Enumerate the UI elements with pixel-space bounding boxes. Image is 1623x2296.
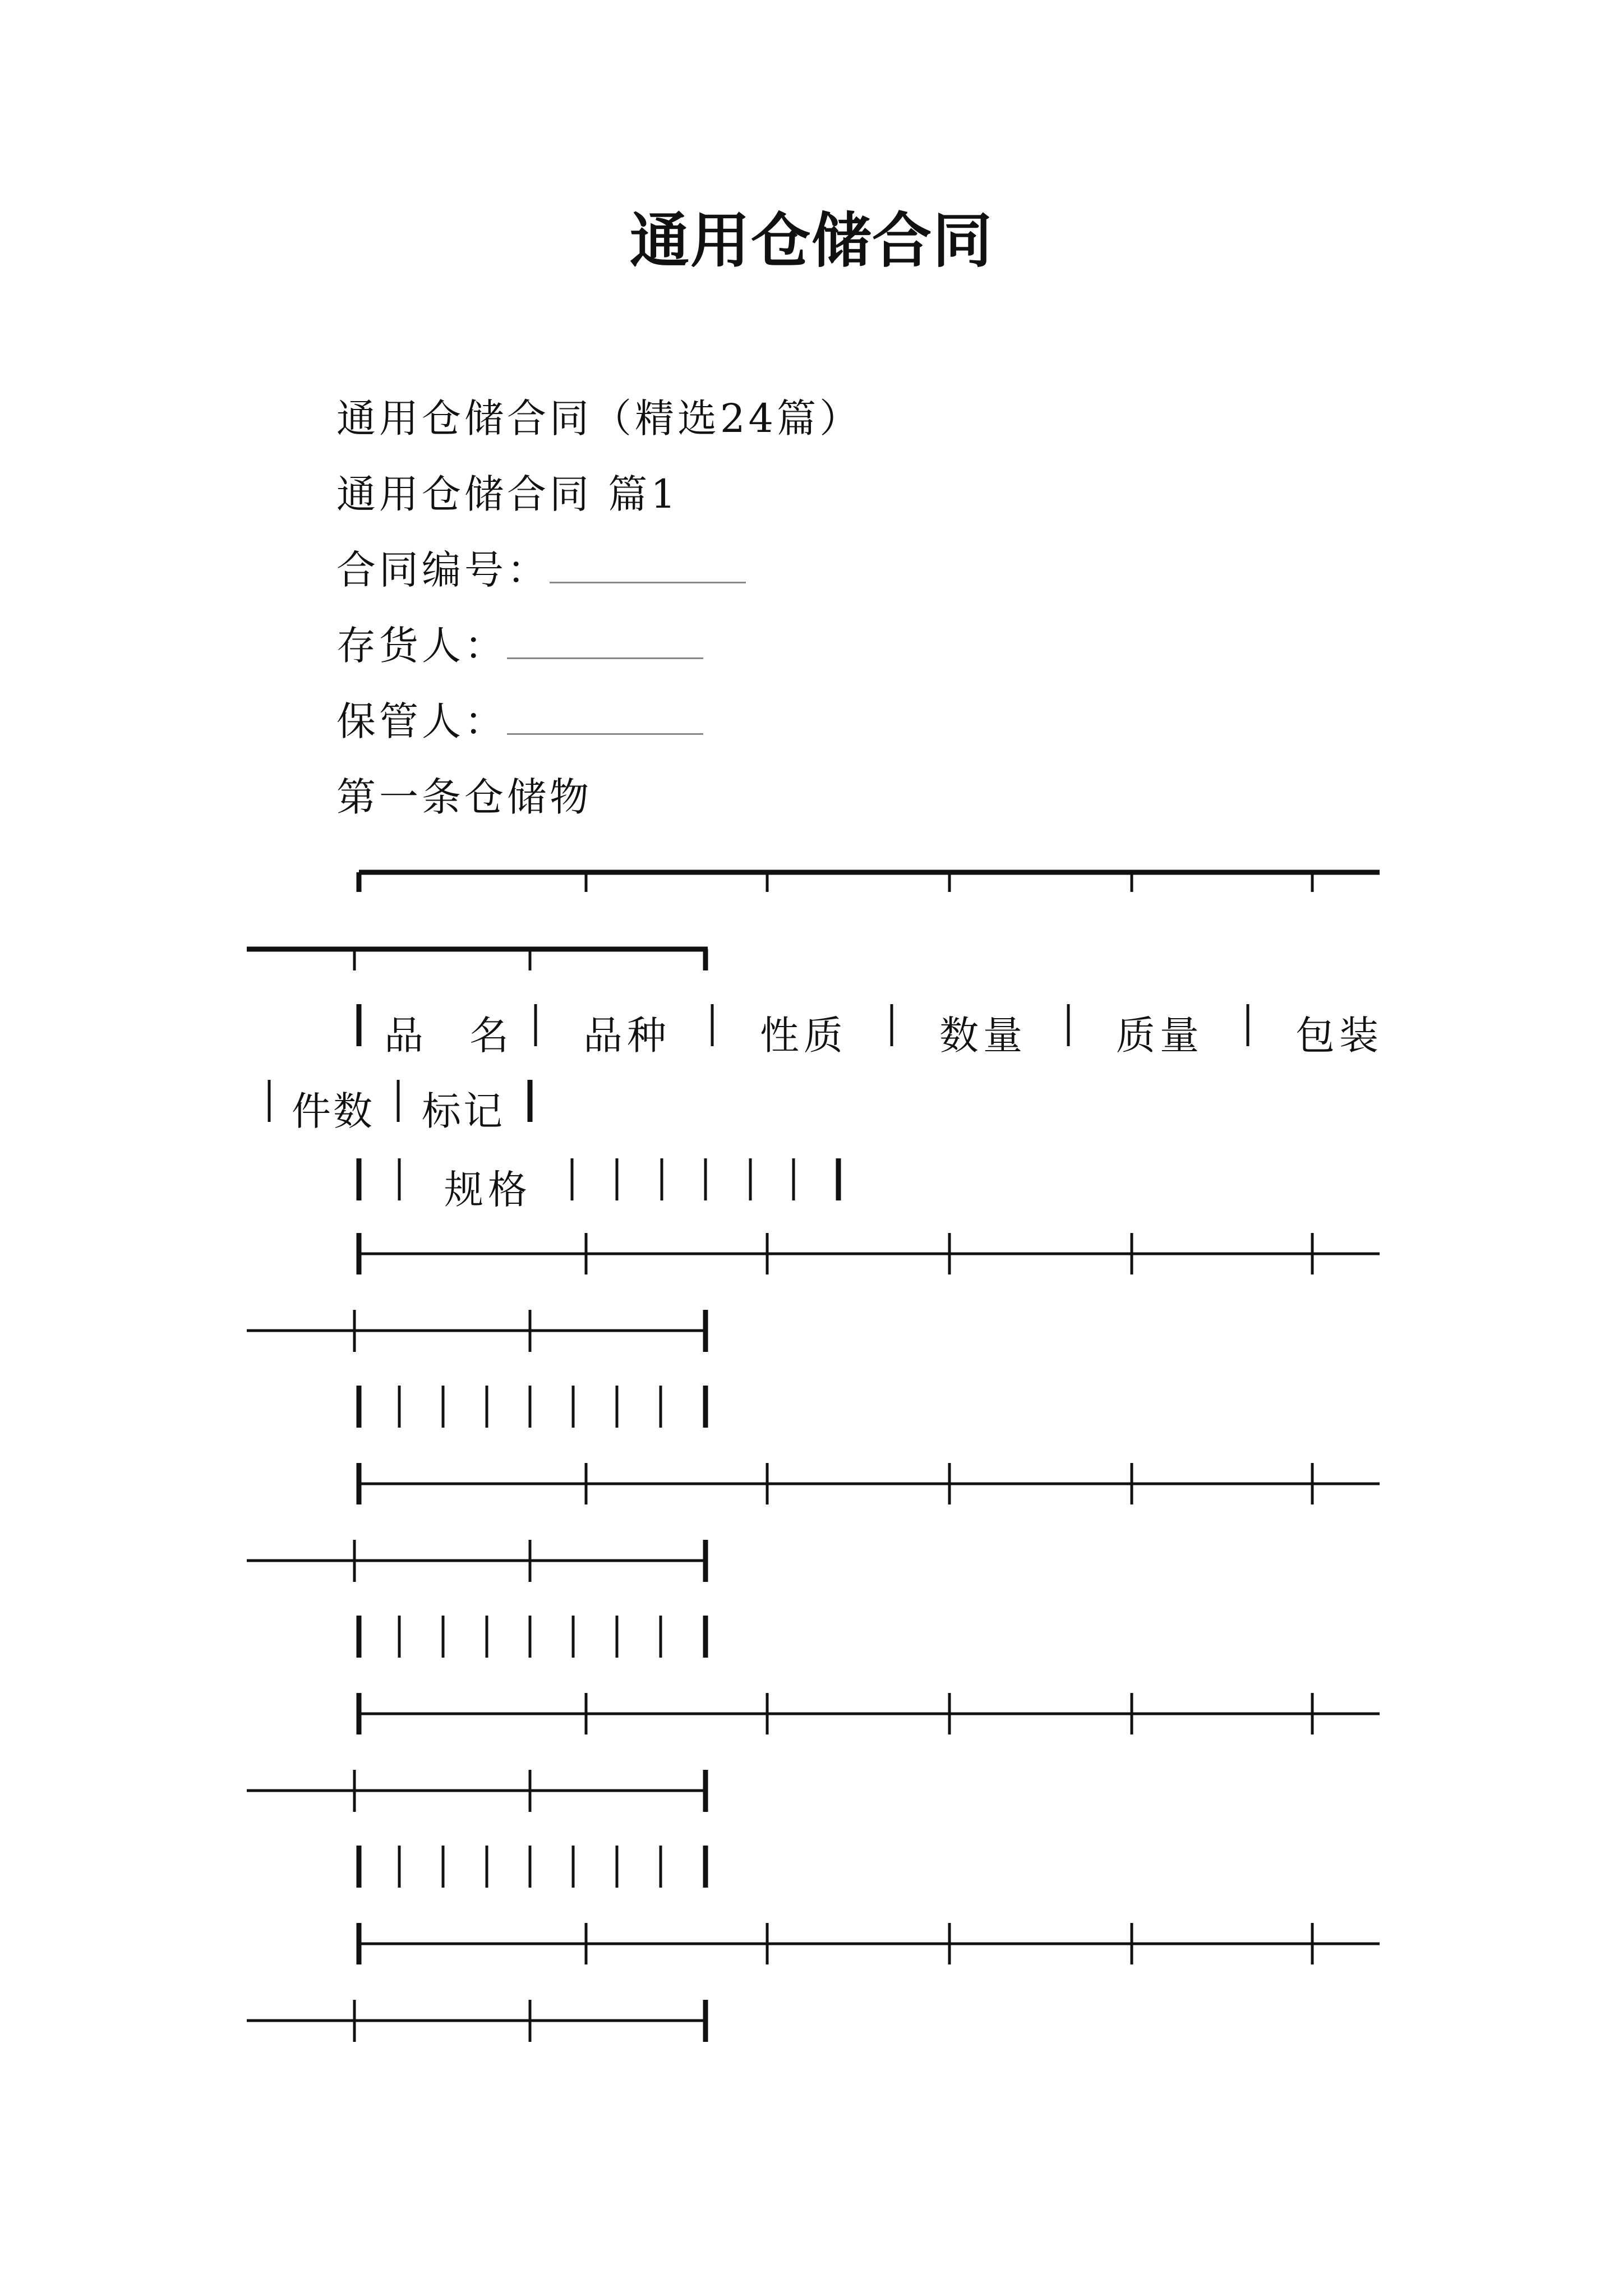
table-body-lines	[247, 1233, 1380, 2042]
heading-selection: 通用仓储合同（精选24篇）	[336, 395, 863, 441]
table-subheader-spec: 规格	[444, 1167, 532, 1213]
article-1-heading: 第一条仓储物	[336, 774, 592, 820]
table-header-name: 品 名	[384, 1013, 526, 1059]
table-header-variety: 品种	[583, 1013, 671, 1059]
table-header-mark: 标记	[422, 1088, 505, 1134]
table-header-nature: 性质	[760, 1013, 847, 1059]
table-header-quality: 质量	[1116, 1013, 1204, 1059]
table-header-quantity: 数量	[939, 1013, 1027, 1059]
heading-part: 通用仓储合同 篇1	[336, 471, 679, 517]
field-label: 存货人：	[336, 623, 507, 669]
field-label: 保管人：	[336, 698, 507, 744]
document-title: 通用仓储合同	[630, 205, 993, 275]
field-label: 合同编号：	[336, 547, 550, 593]
table-header-packaging: 包装	[1295, 1013, 1383, 1059]
table-header-pieces: 件数	[292, 1088, 375, 1134]
